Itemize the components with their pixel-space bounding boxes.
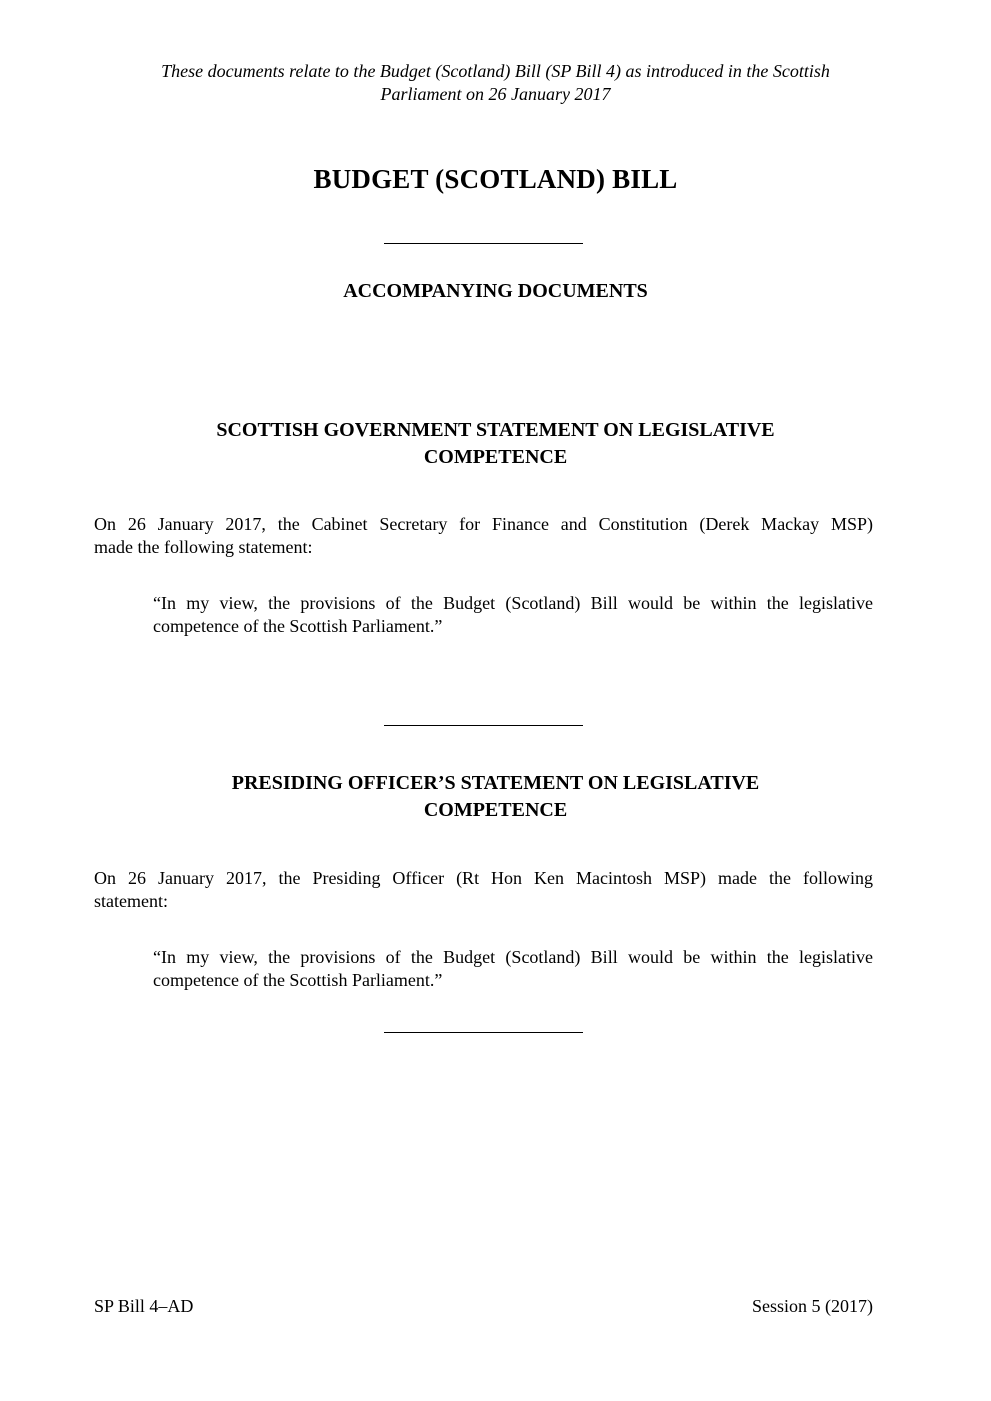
- quote-line-2: competence of the Scottish Parliament.”: [153, 970, 443, 990]
- paragraph-line-1: On 26 January 2017, the Cabinet Secretary for Finance and Constitution (Derek Mackay MSP): [94, 514, 873, 534]
- intro-line-2: Parliament on 26 January 2017: [380, 84, 611, 104]
- footer-session: Session 5 (2017): [752, 1296, 873, 1316]
- heading-line-2: COMPETENCE: [423, 446, 568, 468]
- section-heading-presiding-officer: [0, 770, 991, 824]
- paragraph-line-2: made the following statement:: [94, 537, 313, 557]
- section-paragraph-presiding-officer: [94, 867, 873, 913]
- divider: [384, 725, 583, 726]
- section-heading-government: [0, 417, 991, 471]
- footer-bill-reference: SP Bill 4–AD: [94, 1296, 194, 1316]
- section-quote-government: [153, 592, 873, 638]
- quote-line-2: competence of the Scottish Parliament.”: [153, 616, 443, 636]
- intro-note: [0, 60, 991, 106]
- paragraph-line-2: statement:: [94, 891, 168, 911]
- intro-line-1: These documents relate to the Budget (Scotland) Bill (SP Bill 4) as introduced in the Scottish: [161, 61, 830, 81]
- document-title: BUDGET (SCOTLAND) BILL: [313, 164, 678, 194]
- quote-line-1: “In my view, the provisions of the Budget (Scotland) Bill would be within the legislative: [153, 593, 873, 613]
- section-paragraph-government: [94, 513, 873, 559]
- paragraph-line-1: On 26 January 2017, the Presiding Officer (Rt Hon Ken Macintosh MSP) made the following: [94, 868, 873, 888]
- section-quote-presiding-officer: [153, 946, 873, 992]
- divider: [384, 1032, 583, 1033]
- divider: [384, 243, 583, 244]
- heading-line-2: COMPETENCE: [423, 799, 568, 821]
- subtitle: ACCOMPANYING DOCUMENTS: [343, 280, 648, 302]
- heading-line-1: SCOTTISH GOVERNMENT STATEMENT ON LEGISLATIVE: [216, 419, 775, 441]
- quote-line-1: “In my view, the provisions of the Budget (Scotland) Bill would be within the legislative: [153, 947, 873, 967]
- heading-line-1: PRESIDING OFFICER’S STATEMENT ON LEGISLATIVE: [231, 772, 760, 794]
